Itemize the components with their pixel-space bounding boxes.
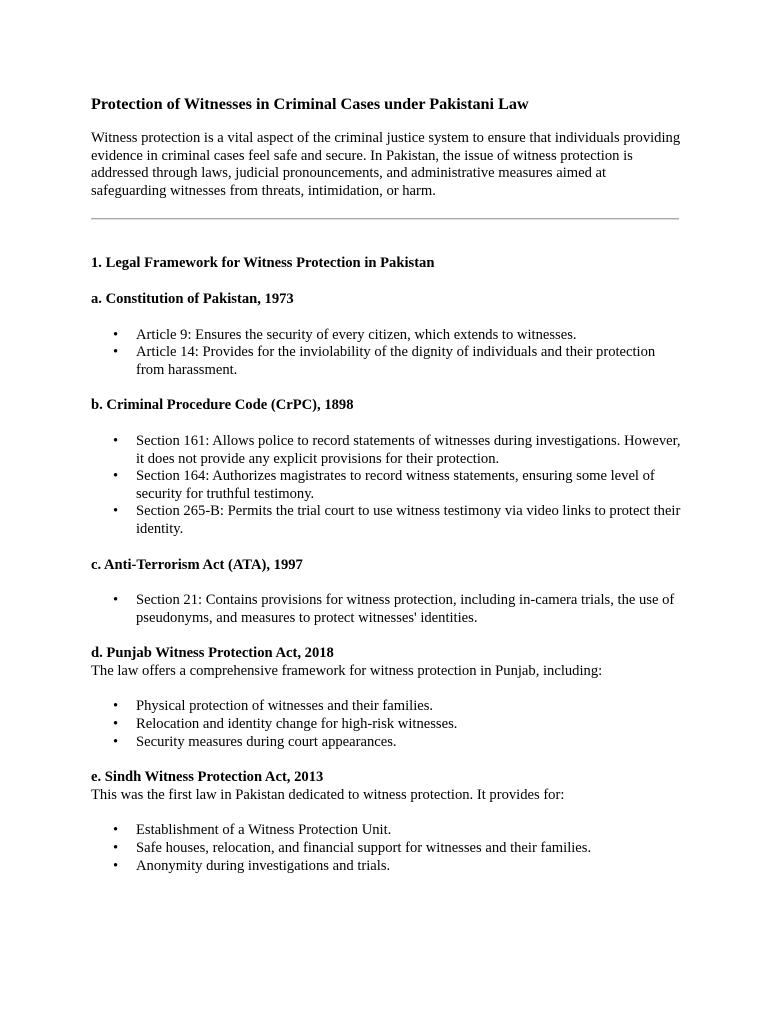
list-item: • Establishment of a Witness Protection Unit. xyxy=(91,822,681,840)
intro-paragraph: Witness protection is a vital aspect of the criminal justice system to ensure that individuals providing evidence in criminal cases feel safe and secure. In Pakistan, the issue of witness protection is addressed through laws, judicial pronouncements, and administrative measures aimed at safeguarding witnesses from threats, intimidation, or harm. xyxy=(91,130,681,199)
subsection-d-heading: d. Punjab Witness Protection Act, 2018 xyxy=(91,645,334,662)
document-title: Protection of Witnesses in Criminal Cases under Pakistani Law xyxy=(91,95,529,113)
subsection-d-list xyxy=(91,698,681,751)
section-1-heading: 1. Legal Framework for Witness Protection in Pakistan xyxy=(91,255,435,272)
subsection-a-heading: a. Constitution of Pakistan, 1973 xyxy=(91,290,294,307)
subsection-c-list xyxy=(91,592,681,627)
list-item: • Section 265-B: Permits the trial court to use witness testimony via video links to protect their identity. xyxy=(91,503,681,538)
subsection-d-lead: The law offers a comprehensive framework for witness protection in Punjab, including: xyxy=(91,662,603,679)
list-item: • Section 21: Contains provisions for witness protection, including in-camera trials, the use of pseudonyms, and measures to protect witnesses' identities. xyxy=(91,592,681,627)
list-item: • Relocation and identity change for high-risk witnesses. xyxy=(91,716,681,734)
subsection-a-list xyxy=(91,327,681,380)
subsection-e-heading: e. Sindh Witness Protection Act, 2013 xyxy=(91,769,324,786)
list-item: • Section 164: Authorizes magistrates to record witness statements, ensuring some level of security for truthful testimony. xyxy=(91,468,681,503)
horizontal-divider xyxy=(91,218,679,220)
subsection-b-list xyxy=(91,433,681,539)
list-item: • Physical protection of witnesses and their families. xyxy=(91,698,681,716)
list-item: • Anonymity during investigations and trials. xyxy=(91,858,681,876)
document-content xyxy=(91,94,681,893)
list-item: • Section 161: Allows police to record statements of witnesses during investigations. However, it does not provide any explicit provisions for their protection. xyxy=(91,433,681,468)
list-item: • Article 14: Provides for the inviolability of the dignity of individuals and their protection from harassment. xyxy=(91,344,681,379)
list-item: • Article 9: Ensures the security of every citizen, which extends to witnesses. xyxy=(91,327,681,345)
list-item: • Safe houses, relocation, and financial support for witnesses and their families. xyxy=(91,840,681,858)
subsection-b-heading: b. Criminal Procedure Code (CrPC), 1898 xyxy=(91,397,354,414)
subsection-e-list xyxy=(91,822,681,875)
list-item: • Security measures during court appearances. xyxy=(91,734,681,752)
subsection-e-lead: This was the first law in Pakistan dedicated to witness protection. It provides for: xyxy=(91,786,565,803)
subsection-c-heading: c. Anti-Terrorism Act (ATA), 1997 xyxy=(91,556,303,573)
